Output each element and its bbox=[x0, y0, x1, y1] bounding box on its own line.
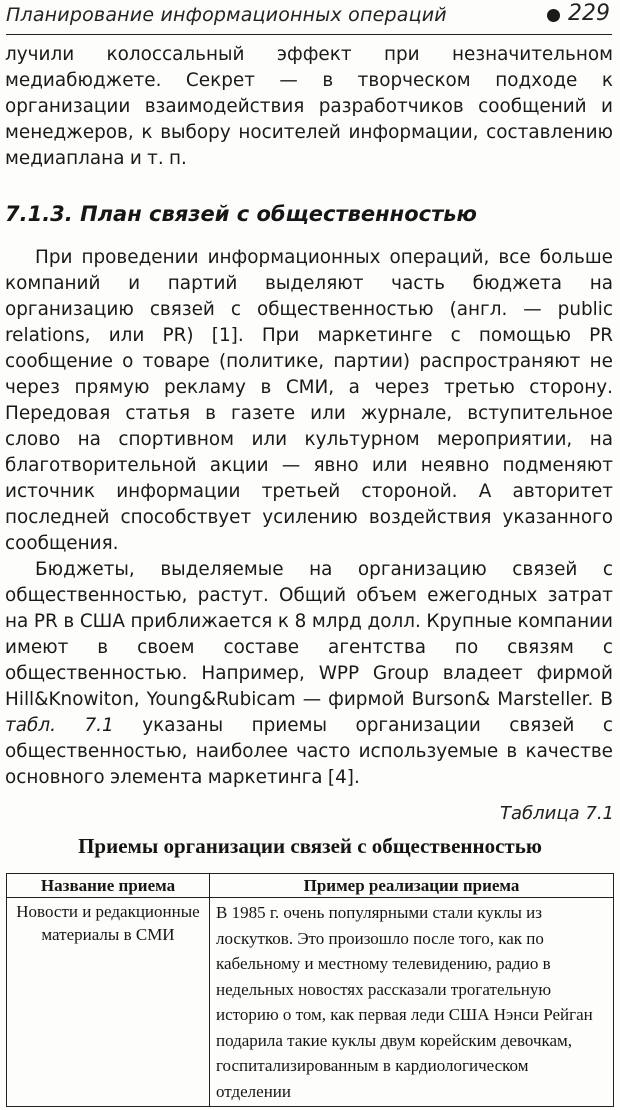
table-title: Приемы организации связей с общественностью bbox=[78, 834, 542, 858]
intro-paragraph: лучили колоссальный эффект при незначительном медиабюджете. Секрет — в творческом подходе к организации взаимодействия разработчиков сообщений и менеджеров, к выбору носителей информации, составлению медиаплана и т. п. bbox=[5, 44, 613, 169]
section-paragraph-1: При проведении информационных операций, все больше компаний и партий выделяют часть бюджета на организацию связей с общественностью (англ. — public relations, или PR) [1]. При маркетинге с помощью PR сообщение о товаре (политике, партии) распространяют не через прямую рекламу в СМИ, а через третью сторону. Передовая статья в газете или журнале, вступительное слово на спортивном или культурном мероприятии, на благотворительной акции — явно или неявно подменяют источник информации третьей стороной. А авторитет последней способствует усилению воздействия указанного сообщения. bbox=[5, 247, 613, 554]
table-reference: табл. 7.1 bbox=[5, 715, 114, 736]
section-title: 7.1.3. План связей с общественностью bbox=[5, 202, 477, 226]
column-header-example: Пример реализации приема bbox=[210, 874, 614, 898]
section-paragraph-2 bbox=[5, 557, 613, 791]
paragraph-2-text-start: Бюджеты, выделяемые на организацию связей с общественностью, растут. Общий объем ежегодных затрат на PR в США приближается к 8 млрд долл. Крупные компании имеют в своем составе агентства по связям с общественностью. Например, WPP Group владеет фирмой Hill&Knowiton, Young&Rubicam — фирмой Burson& Marsteller. В bbox=[5, 559, 613, 710]
technique-name-cell: Новости и редакционные материалы в СМИ bbox=[7, 898, 210, 1107]
page-header bbox=[6, 0, 612, 35]
table-row bbox=[7, 898, 614, 1107]
technique-example-cell: В 1985 г. очень популярными стали куклы из лоскутков. Это произошло после того, как по кабельному и местному телевидению, радио в недельных новостях рассказали трогательную историю о том, как первая леди США Нэнси Рейган подарила такие куклы двум корейским девочкам, госпитализированным в кардиологическом отделении bbox=[210, 898, 614, 1107]
bullet-dot-icon bbox=[547, 9, 560, 22]
page-number: 229 bbox=[568, 1, 610, 26]
table-label: Таблица 7.1 bbox=[500, 803, 614, 824]
running-title: Планирование информационных операций bbox=[6, 4, 447, 26]
table-header-row bbox=[7, 874, 614, 898]
techniques-table bbox=[6, 873, 614, 1107]
column-header-technique-name: Название приема bbox=[7, 874, 210, 898]
paragraph-2-text-end: указаны приемы организации связей с общественностью, наиболее часто используемые в качестве основного элемента маркетинга [4]. bbox=[5, 715, 613, 788]
